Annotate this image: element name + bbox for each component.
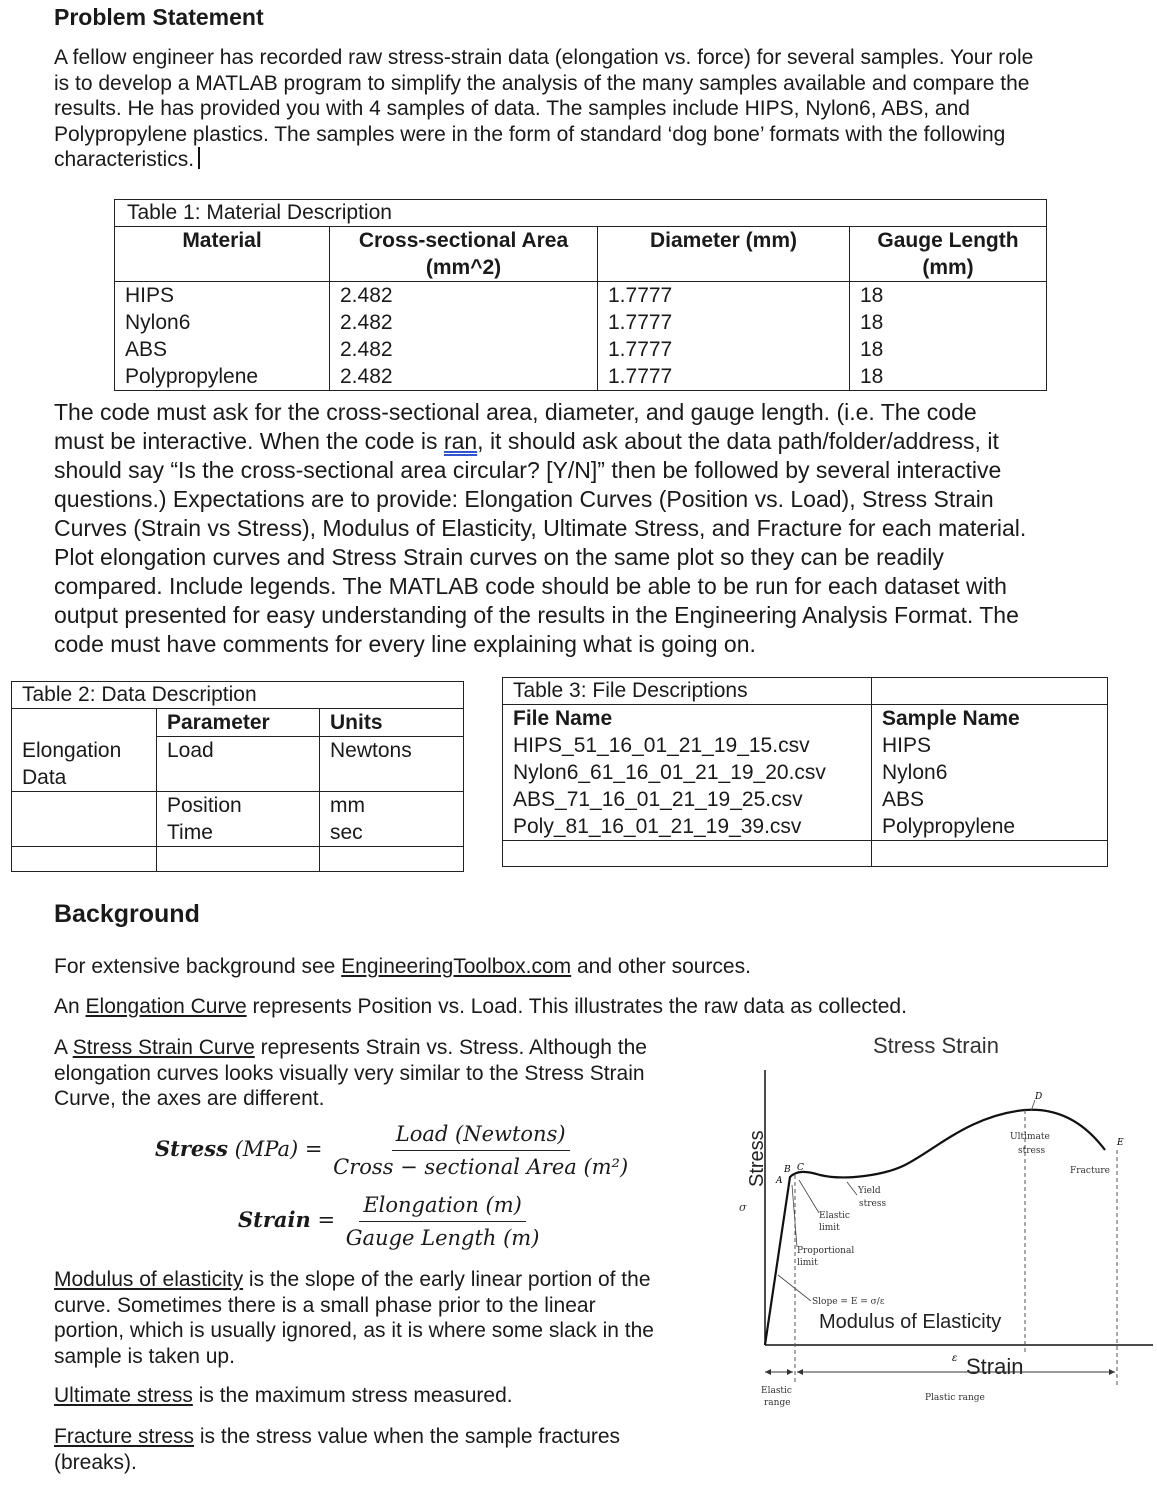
ultimate-label: Ultimate [1010, 1132, 1050, 1142]
intro-line: characteristics. [54, 147, 1134, 173]
table-cell: Nylon6_61_16_01_21_19_20.csv [503, 759, 872, 786]
x-axis-label: Strain [966, 1354, 1024, 1379]
figure-title: Stress Strain [873, 1033, 999, 1058]
stress-strain-figure [735, 1025, 1155, 1435]
intro-line: A fellow engineer has recorded raw stress-strain data (elongation vs. force) for several samples. Your role [54, 46, 1034, 69]
table3-caption: Table 3: File Descriptions [503, 678, 872, 705]
y-symbol: σ [739, 1201, 747, 1214]
table-cell: sec [320, 819, 464, 847]
elastic-range-label: Elastic [761, 1386, 792, 1396]
yield-label: Yield [858, 1186, 881, 1196]
table3-header: Sample Name [872, 705, 1108, 733]
table-cell: Load [157, 737, 320, 792]
table-row [115, 282, 1047, 310]
point-c-label: C [797, 1163, 804, 1173]
table2-header: Units [320, 709, 464, 737]
table1-caption: Table 1: Material Description [115, 200, 1047, 227]
table2-group-label: Elongation Data [12, 737, 157, 792]
req-line: code must have comments for every line explaining what is going on. [54, 631, 756, 657]
stress-numerator: Load (Newtons) [392, 1122, 570, 1151]
req-line: Curves (Strain vs Stress), Modulus of Elasticity, Ultimate Stress, and Fracture for each material. [54, 515, 1027, 541]
table-cell [12, 819, 157, 847]
ultimate-stress-link[interactable]: Ultimate stress [54, 1384, 193, 1407]
table-cell: ABS [115, 336, 330, 363]
table-row [115, 309, 1047, 336]
table-row [503, 759, 1108, 786]
point-a-label: A [776, 1176, 783, 1186]
table-cell: 1.7777 [598, 363, 850, 391]
modulus-link[interactable]: Modulus of elasticity [54, 1268, 244, 1291]
strain-denominator: Gauge Length (m) [345, 1226, 540, 1250]
req-line: compared. Include legends. The MATLAB code should be able to be run for each dataset with [54, 573, 1007, 599]
ultimate-label-2: stress [1018, 1146, 1046, 1156]
point-e-label: E [1117, 1138, 1124, 1148]
table-cell: 1.7777 [598, 336, 850, 363]
background-heading: Background [54, 900, 200, 928]
stress-strain-link[interactable]: Stress Strain Curve [72, 1036, 255, 1059]
table-row [503, 786, 1108, 813]
table2-caption: Table 2: Data Description [12, 682, 464, 709]
modulus-paragraph: Modulus of elasticity is the slope of the early linear portion of the curve. Sometimes there is a small phase prior to the linear portion, which is usually ignored, as it is where some slack in the sample is taken up. [54, 1268, 654, 1368]
table-cell: ABS [872, 786, 1108, 813]
table-row [12, 737, 464, 792]
table-cell: mm [320, 791, 464, 819]
table-cell: 18 [850, 363, 1047, 391]
point-d-label: D [1035, 1092, 1043, 1102]
table-cell: 1.7777 [598, 282, 850, 310]
ran-link[interactable]: ran [443, 428, 478, 454]
y-axis-label: Stress [746, 1130, 768, 1187]
yield-label-2: stress [859, 1199, 887, 1209]
table-cell: 18 [850, 282, 1047, 310]
requirements-text [54, 398, 1134, 659]
table-row [115, 363, 1047, 391]
table-cell: Poly_81_16_01_21_19_39.csv [503, 813, 872, 841]
table-cell: 2.482 [330, 336, 598, 363]
fracture-label: Fracture [1070, 1166, 1110, 1176]
table-row [115, 336, 1047, 363]
table-cell: Nylon6 [115, 309, 330, 336]
table1-header: Diameter (mm) [598, 227, 850, 282]
slope-label: Slope = E = σ/ε [812, 1297, 885, 1307]
elastic-limit-label: Elastic [819, 1211, 850, 1221]
fracture-stress-link[interactable]: Fracture stress [54, 1425, 195, 1448]
table-cell: 18 [850, 309, 1047, 336]
req-line: output presented for easy understanding of the results in the Engineering Analysis Format. The [54, 602, 1019, 628]
material-table [114, 199, 1047, 391]
table-cell: Newtons [320, 737, 464, 792]
background-p1: For extensive background see EngineeringToolbox.com and other sources. [54, 955, 751, 978]
intro-line: is to develop a MATLAB program to simplify the analysis of the many samples available and compare the [54, 71, 1030, 95]
table-cell: 2.482 [330, 309, 598, 336]
table3-empty [872, 678, 1108, 705]
modulus-caption: Modulus of Elasticity [819, 1311, 1002, 1333]
req-line: The code must ask for the cross-sectional area, diameter, and gauge length. (i.e. The code [54, 399, 977, 425]
problem-intro [54, 45, 1134, 173]
table-cell: HIPS_51_16_01_21_19_15.csv [503, 732, 872, 759]
table-row [503, 732, 1108, 759]
table-cell: Time [157, 819, 320, 847]
table3-header: File Name [503, 705, 872, 733]
table-cell: ABS_71_16_01_21_19_25.csv [503, 786, 872, 813]
table1-header: Gauge Length (mm) [850, 227, 1047, 282]
elongation-curve-link[interactable]: Elongation Curve [85, 995, 247, 1018]
req-line: Plot elongation curves and Stress Strain curves on the same plot so they can be readily [54, 544, 944, 570]
table-cell: 18 [850, 336, 1047, 363]
stress-strain-curve [765, 1110, 1105, 1345]
stress-formula: Stress (MPa) = $\frac{\text{Load (Newtons)}}{\text{Cross − sectional Area (m²)}}$ [155, 1122, 632, 1179]
req-line: questions.) Expectations are to provide: Elongation Curves (Position vs. Load), Stress Strain [54, 486, 994, 512]
table-cell: 2.482 [330, 363, 598, 391]
table-cell: 1.7777 [598, 309, 850, 336]
table-cell: Polypropylene [115, 363, 330, 391]
fracture-paragraph: Fracture stress is the stress value when the sample fractures (breaks). [54, 1425, 621, 1474]
data-description-table [11, 681, 464, 872]
table-cell [12, 791, 157, 819]
text-cursor [198, 147, 200, 169]
file-description-table [502, 677, 1108, 867]
table-cell: HIPS [115, 282, 330, 310]
stress-denominator: Cross − sectional Area (m²) [333, 1155, 629, 1179]
table2-empty [12, 709, 157, 737]
background-p2: An Elongation Curve represents Position vs. Load. This illustrates the raw data as collected. [54, 995, 907, 1018]
table-row [503, 813, 1108, 841]
strain-formula: Strain = $\frac{\text{Elongation (m)}}{\text{Gauge Length (m)}}$ [238, 1193, 543, 1250]
point-b-label: B [784, 1165, 791, 1175]
proportional-limit-label: Proportional [797, 1246, 855, 1256]
table-cell: 2.482 [330, 282, 598, 310]
table1-header: Material [115, 227, 330, 282]
plastic-range-label: Plastic range [925, 1393, 985, 1403]
table-row [12, 819, 464, 847]
table-cell: Polypropylene [872, 813, 1108, 841]
strain-numerator: Elongation (m) [359, 1193, 525, 1222]
problem-heading: Problem Statement [54, 4, 264, 30]
intro-line: results. He has provided you with 4 samples of data. The samples include HIPS, Nylon6, ABS, and [54, 97, 970, 120]
table-cell: Nylon6 [872, 759, 1108, 786]
background-p3: A Stress Strain Curve represents Strain vs. Stress. Although the elongation curves looks visually very similar to the Stress Strain Curve, the axes are different. [54, 1036, 647, 1110]
table-cell: Position [157, 791, 320, 819]
req-line: should say “Is the cross-sectional area circular? [Y/N]” then be followed by several interactive [54, 457, 1002, 483]
x-symbol: ε [952, 1353, 958, 1364]
elastic-range-label-2: range [764, 1398, 791, 1408]
req-line: must be interactive. When the code is ran, it should ask about the data path/folder/address, it [54, 428, 999, 454]
proportional-limit-label-2: limit [797, 1258, 818, 1268]
table-cell: HIPS [872, 732, 1108, 759]
table1-header: Cross-sectional Area (mm^2) [330, 227, 598, 282]
ultimate-paragraph: Ultimate stress is the maximum stress measured. [54, 1384, 513, 1407]
engineering-toolbox-link[interactable]: EngineeringToolbox.com [341, 955, 572, 978]
table2-header: Parameter [157, 709, 320, 737]
table-row [12, 791, 464, 819]
elastic-limit-label-2: limit [819, 1223, 840, 1233]
intro-line: Polypropylene plastics. The samples were in the form of standard ‘dog bone’ formats with the following [54, 122, 1006, 146]
